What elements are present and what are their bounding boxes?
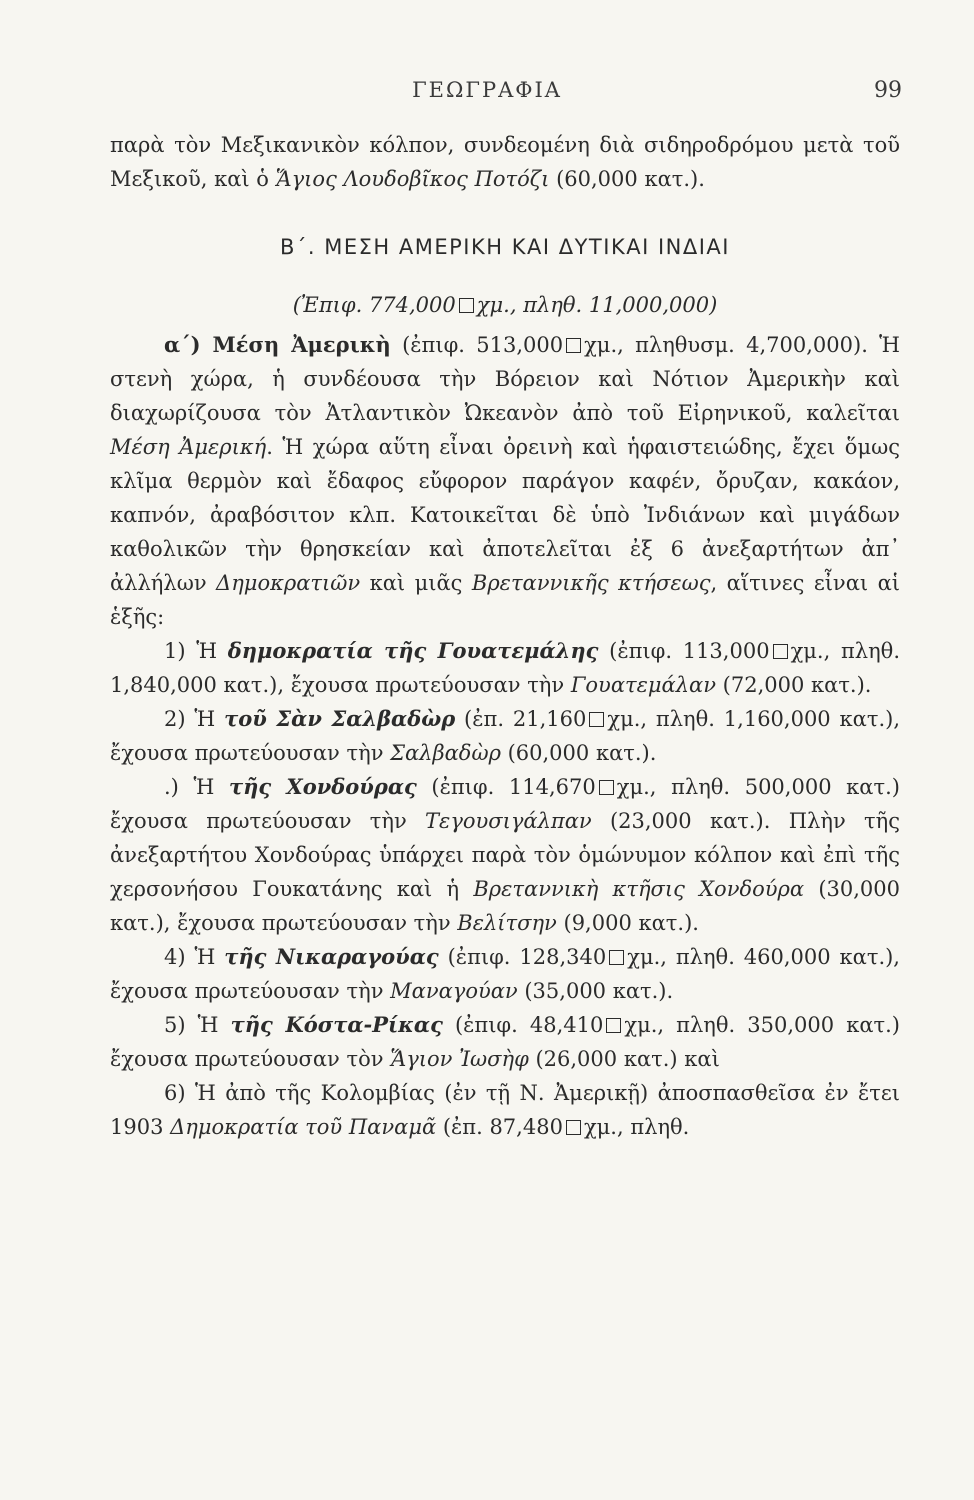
list-item: 5) Ἡ τῆς Κόστα-Ρίκας (ἐπιφ. 48,410 χμ., πληθ. 350,000 κατ.) ἔχουσα πρωτεύουσαν τὸν Ἅγιον Ἰωσὴφ (26,000 κατ.) καὶ xyxy=(110,1012,900,1071)
subsection-paragraph: α΄) Μέση Ἀμερικὴ (ἐπιφ. 513,000 χμ., πληθυσμ. 4,700,000). Ἡ στενὴ χώρα, ἡ συνδέουσα τὴν Βόρειον καὶ Νότιον Ἀμερικὴν καὶ διαχωρίζουσα τὸν Ἀτλαντικὸν Ὠκεανὸν ἀπὸ τοῦ Εἰρηνικοῦ, καλεῖται Μέση Ἀμερική. Ἡ χώρα αὕτη εἶναι ὀρεινὴ καὶ ἡφαιστειώδης, ἔχει ὅμως κλῖμα θερμὸν καὶ ἔδαφος εὔφορον παράγον καφέν, ὄρυζαν, κακάον, καπνόν, ἀραβόσιτον κλπ. Κατοικεῖται δὲ ὑπὸ Ἰνδιάνων καὶ μιγάδων καθολικῶν τὴν θρησκείαν καὶ ἀποτελεῖται ἐξ 6 ἀνεξαρτήτων ἀπ᾽ ἀλλήλων Δημοκρατιῶν καὶ μιᾶς Βρεταννικῆς κτήσεως, αἵτινες εἶναι αἱ ἑξῆς: xyxy=(110,332,901,629)
list-item: 4) Ἡ τῆς Νικαραγούας (ἐπιφ. 128,340 χμ., πληθ. 460,000 κατ.), ἔχουσα πρωτεύουσαν τὴν Μαναγούαν (35,000 κατ.). xyxy=(110,944,900,1003)
running-head xyxy=(0,78,974,108)
list-item: .) Ἡ τῆς Χονδούρας (ἐπιφ. 114,670 χμ., πληθ. 500,000 κατ.) ἔχουσα πρωτεύουσαν τὴν Τεγουσιγάλπαν (23,000 κατ.). Πλὴν τῆς ἀνεξαρτήτου Χονδούρας ὑπάρχει παρὰ τὸν ὁμώνυμον κόλπον καὶ ἐπὶ τῆς χερσονήσου Γουκατάνης καὶ ἡ Βρεταννικὴ κτῆσις Χονδούρα (30,000 κατ.), ἔχουσα πρωτεύουσαν τὴν Βελίτσην (9,000 κατ.). xyxy=(110,774,900,935)
square-symbol-icon xyxy=(599,780,614,795)
subsection-label: α΄) Μέση Ἀμερικὴ xyxy=(164,332,391,357)
square-symbol-icon xyxy=(566,338,581,353)
square-symbol-icon xyxy=(589,712,604,727)
section-heading: Β΄. ΜΕΣΗ ΑΜΕΡΙΚΗ ΚΑΙ ΔΥΤΙΚΑΙ ΙΝΔΙΑΙ xyxy=(280,235,730,259)
list-item: 1) Ἡ δημοκρατία τῆς Γουατεμάλης (ἐπιφ. 113,000 χμ., πληθ. 1,840,000 κατ.), ἔχουσα πρωτεύουσαν τὴν Γουατεμάλαν (72,000 κατ.). xyxy=(110,638,900,697)
section-stats: (Ἐπιφ. 774,000 χμ., πληθ. 11,000,000) xyxy=(292,293,718,317)
square-symbol-icon xyxy=(609,950,624,965)
running-title: ΓΕΩΓΡΑΦΙΑ xyxy=(412,78,562,102)
page-body xyxy=(110,128,900,1144)
list-item: 6) Ἡ ἀπὸ τῆς Κολομβίας (ἐν τῇ Ν. Ἀμερικῇ) ἀποσπασθεῖσα ἐν ἔτει 1903 Δημοκρατία τοῦ Παναμᾶ (ἐπ. 87,480 χμ., πληθ. xyxy=(110,1081,900,1139)
square-symbol-icon xyxy=(606,1018,621,1033)
square-symbol-icon xyxy=(773,644,788,659)
continuation-paragraph: παρὰ τὸν Μεξικανικὸν κόλπον, συνδεομένη διὰ σιδηροδρόμου μετὰ τοῦ Μεξικοῦ, καὶ ὁ Ἅγιος Λουδοβῖκος Ποτόζι (60,000 κατ.). xyxy=(110,133,900,191)
list-item: 2) Ἡ τοῦ Σὰν Σαλβαδὼρ (ἐπ. 21,160 χμ., πληθ. 1,160,000 κατ.), ἔχουσα πρωτεύουσαν τὴν Σαλβαδὼρ (60,000 κατ.). xyxy=(110,706,900,765)
page-number: 99 xyxy=(874,78,902,103)
square-symbol-icon xyxy=(566,1120,581,1135)
square-symbol-icon xyxy=(459,298,474,313)
